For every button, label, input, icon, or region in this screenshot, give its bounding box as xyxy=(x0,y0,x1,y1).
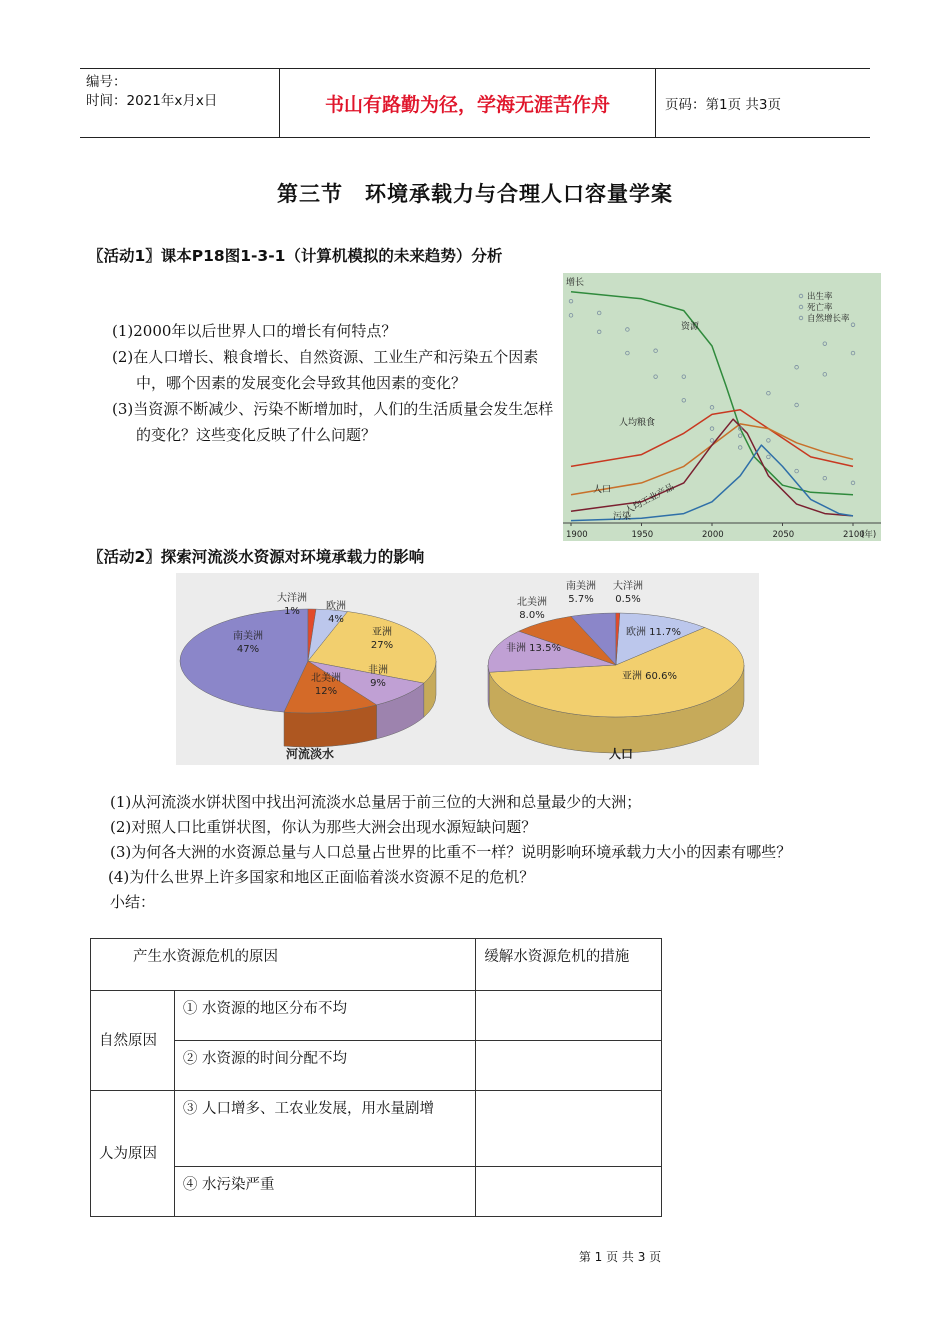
activity1-question: (3)当资源不断减少、污染不断增加时，人们的生活质量会发生怎样的变化？这些变化反映了什么问题？ xyxy=(112,400,554,444)
series-label: 人均工业产品 xyxy=(623,482,677,517)
measure-cell[interactable] xyxy=(476,1167,662,1217)
activity2-question: (1)从河流淡水饼状图中找出河流淡水总量居于前三位的大洲和总量最少的大洲； xyxy=(110,793,642,811)
x-tick-label: 1950 xyxy=(631,530,654,540)
header-motto: 书山有路勤为径，学海无涯苦作舟 xyxy=(280,69,656,137)
y-axis-label: 增长 xyxy=(566,278,585,288)
pie-charts-figure xyxy=(176,573,759,765)
x-tick-label: 2000 xyxy=(702,530,724,540)
slice-value: 27% xyxy=(370,640,394,651)
measure-cell[interactable] xyxy=(476,1091,662,1167)
slice-label: 北美洲 xyxy=(517,597,547,608)
slice-value: 9% xyxy=(370,678,386,689)
slice-label: 大洋洲 xyxy=(613,581,643,592)
reason-cell: ④ 水污染严重 xyxy=(174,1167,475,1217)
series-label: 人均粮食 xyxy=(619,418,656,428)
slice-value: 4% xyxy=(328,614,344,625)
activity2-question: (2)对照人口比重饼状图，你认为那些大洲会出现水源短缺问题？ xyxy=(110,818,537,836)
activity2-questions xyxy=(110,790,870,915)
slice-value: 5.7% xyxy=(568,594,594,605)
slice-label: 北美洲 xyxy=(311,673,341,684)
slice-label: 非洲 xyxy=(368,665,388,676)
slice-value: 47% xyxy=(236,644,260,655)
header-page-code: 页码：第1页 共3页 xyxy=(665,97,781,113)
measure-cell[interactable] xyxy=(476,991,662,1041)
slice-label: 南美洲 xyxy=(233,631,263,642)
x-tick-label: 2050 xyxy=(772,530,795,540)
trend-line-chart xyxy=(563,273,881,541)
reason-cell: ② 水资源的时间分配不均 xyxy=(174,1041,475,1091)
activity1-heading: 〖活动1〗课本P18图1-3-1（计算机模拟的未来趋势）分析 xyxy=(88,247,503,265)
slice-value: 0.5% xyxy=(615,594,641,605)
col2-header: 缓解水资源危机的措施 xyxy=(476,939,662,991)
human-label: 人为原因 xyxy=(91,1091,175,1217)
page-title: 第三节 环境承载力与合理人口容量学案 xyxy=(277,182,673,206)
activity1-question: (1)2000年以后世界人口的增长有何特点？ xyxy=(112,322,397,340)
serial-label: 编号： xyxy=(86,74,127,90)
x-tick-label: 1900 xyxy=(566,530,588,540)
slice-value: 8.0% xyxy=(519,610,545,621)
reason-cell: ③ 人口增多、工农业发展，用水量剧增 xyxy=(174,1091,475,1167)
summary-table xyxy=(90,938,662,1217)
slice-label: 南美洲 xyxy=(566,581,596,592)
pie-title: 人口 xyxy=(608,747,634,761)
series-label: 人口 xyxy=(593,485,612,495)
x-tick-label: 2100 xyxy=(843,530,865,540)
natural-label: 自然原因 xyxy=(91,991,175,1091)
series-label: 污染 xyxy=(613,512,632,522)
slice-value: 1% xyxy=(284,606,300,617)
activity1-question: (2)在人口增长、粮食增长、自然资源、工业生产和污染五个因素中，哪个因素的发展变化会导致其他因素的变化？ xyxy=(112,348,539,392)
col1-header: 产生水资源危机的原因 xyxy=(91,939,476,991)
slice-value: 12% xyxy=(314,686,338,697)
summary-label: 小结： xyxy=(110,893,156,911)
series-label: 资源 xyxy=(681,322,700,332)
slice-label: 欧洲 xyxy=(326,601,346,612)
measure-cell[interactable] xyxy=(476,1041,662,1091)
page-header xyxy=(80,68,870,138)
pie-title: 河流淡水 xyxy=(285,747,335,761)
legend-label: 死亡率 xyxy=(807,303,833,313)
slice-label: 亚洲 xyxy=(372,627,392,638)
activity2-heading: 〖活动2〗探索河流淡水资源对环境承载力的影响 xyxy=(88,548,425,566)
legend-label: 自然增长率 xyxy=(807,314,850,324)
time-label: 时间：2021年x月x日 xyxy=(86,93,218,109)
slice-label: 大洋洲 xyxy=(277,593,307,604)
header-meta xyxy=(80,69,280,137)
slice-label: 非洲 13.5% xyxy=(506,643,561,654)
x-axis-label: (年) xyxy=(861,530,877,540)
legend-label: 出生率 xyxy=(807,292,833,302)
slice-label: 亚洲 60.6% xyxy=(622,671,677,682)
activity1-questions xyxy=(112,318,567,448)
activity2-question: (4)为什么世界上许多国家和地区正面临着淡水资源不足的危机？ xyxy=(108,868,535,886)
activity2-question: (3)为何各大洲的水资源总量与人口总量占世界的比重不一样？说明影响环境承载力大小的因素有哪些？ xyxy=(110,843,792,861)
page-footer: 第 1 页 共 3 页 xyxy=(578,1250,662,1264)
reason-cell: ① 水资源的地区分布不均 xyxy=(174,991,475,1041)
slice-label: 欧洲 11.7% xyxy=(626,627,681,638)
